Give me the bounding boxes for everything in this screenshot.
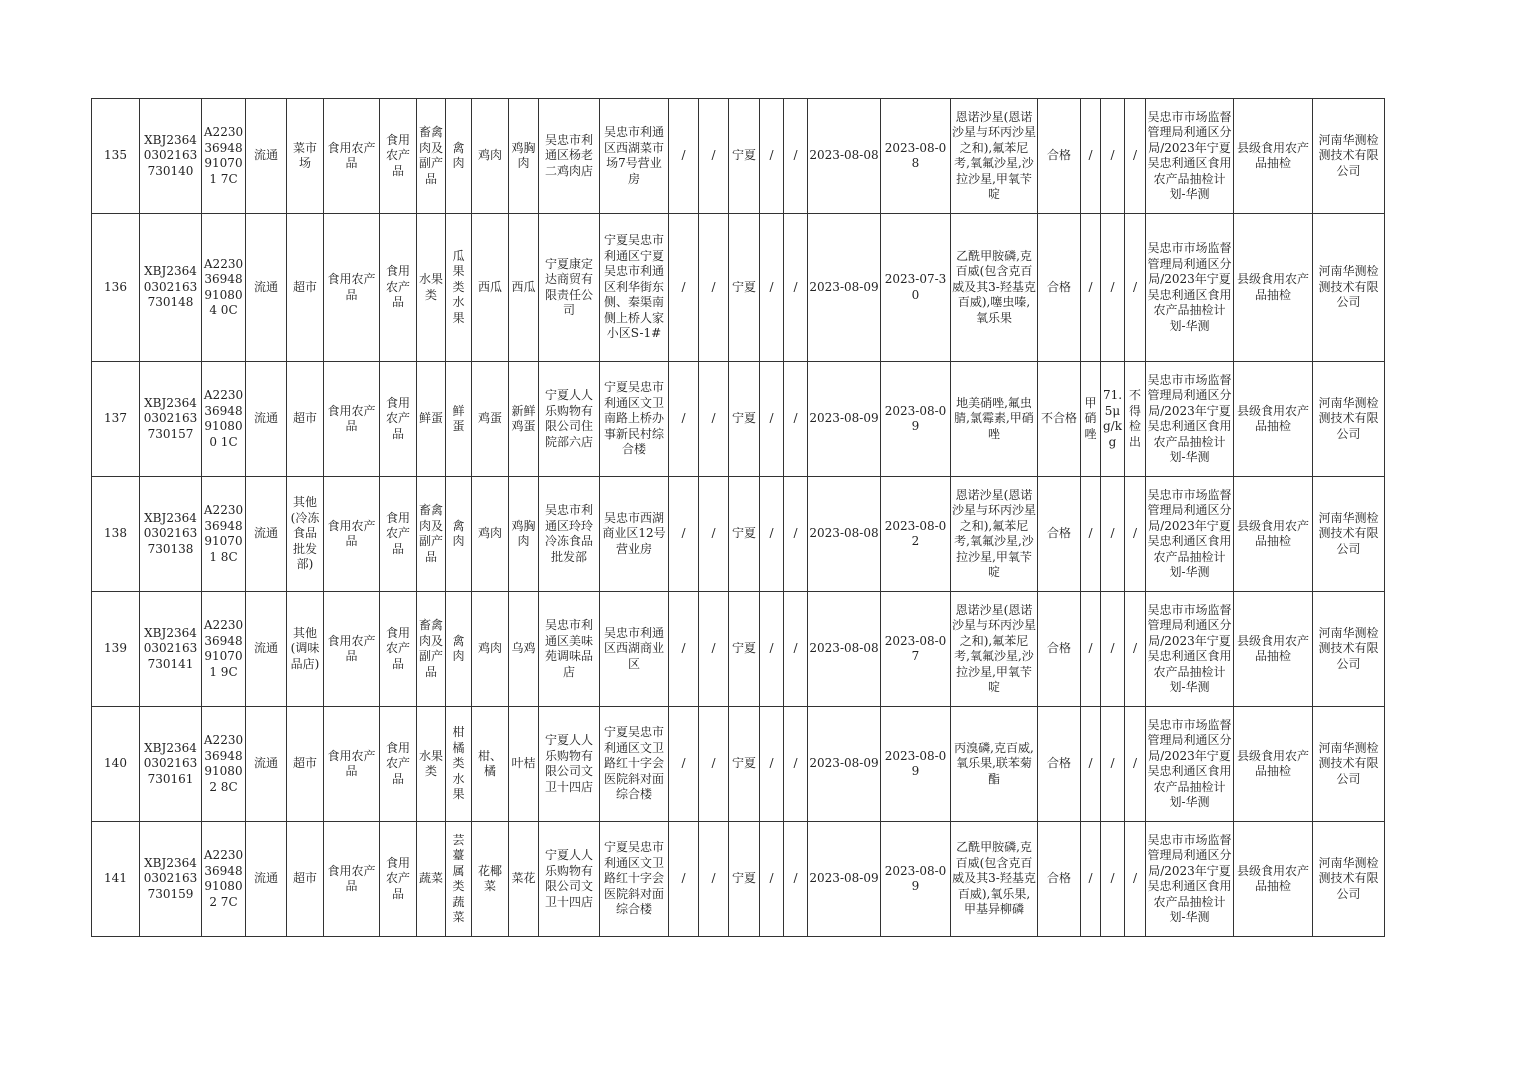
cell-link: 流通: [246, 707, 287, 822]
cell-province: 宁夏: [729, 477, 760, 592]
cell-date2: 2023-07-30: [881, 214, 951, 362]
cell-link: 流通: [246, 592, 287, 707]
cell-f2: /: [699, 822, 729, 937]
cell-task-src: 县级食用农产品抽检: [1234, 592, 1313, 707]
cell-cat5: 西瓜: [472, 214, 509, 362]
cell-f2: /: [699, 214, 729, 362]
cell-address: 吴忠市西湖商业区12号营业房: [600, 477, 669, 592]
cell-f1: /: [669, 99, 699, 214]
cell-task-src: 县级食用农产品抽检: [1234, 477, 1313, 592]
cell-date2: 2023-08-09: [881, 362, 951, 477]
cell-cat3: 水果类: [417, 214, 446, 362]
cell-cat4: 柑橘类水果: [446, 707, 472, 822]
cell-bad-item: /: [1081, 707, 1101, 822]
cell-standard: /: [1125, 592, 1146, 707]
cell-cat3: 鲜蛋: [417, 362, 446, 477]
cell-f3: /: [760, 822, 784, 937]
cell-cat4: 鲜蛋: [446, 362, 472, 477]
cell-lab: 河南华测检测技术有限公司: [1313, 214, 1385, 362]
cell-value: /: [1101, 592, 1125, 707]
cell-seller: 宁夏人人乐购物有限公司住院部六店: [539, 362, 600, 477]
cell-seller: 宁夏人人乐购物有限公司文卫十四店: [539, 822, 600, 937]
cell-no: 139: [92, 592, 140, 707]
cell-value: 71.5μg/kg: [1101, 362, 1125, 477]
cell-announcer: 吴忠市市场监督管理局利通区分局/2023年宁夏吴忠利通区食用农产品抽检计划-华测: [1146, 822, 1234, 937]
cell-task-src: 县级食用农产品抽检: [1234, 214, 1313, 362]
table-row: [92, 214, 1385, 362]
cell-cat4: 禽肉: [446, 592, 472, 707]
cell-f3: /: [760, 477, 784, 592]
cell-task-no: A223036948910802 7C: [202, 822, 246, 937]
cell-task-no: A223036948910701 9C: [202, 592, 246, 707]
cell-result: 不合格: [1038, 362, 1081, 477]
cell-items: 地美硝唑,氟虫腈,氯霉素,甲硝唑: [951, 362, 1038, 477]
cell-cat2: 食用农产品: [380, 592, 417, 707]
table-row: [92, 477, 1385, 592]
table-row: [92, 362, 1385, 477]
cell-lab: 河南华测检测技术有限公司: [1313, 477, 1385, 592]
cell-seller: 吴忠市利通区玲玲冷冻食品批发部: [539, 477, 600, 592]
cell-sample-no: XBJ23640302163730141: [140, 592, 202, 707]
cell-no: 137: [92, 362, 140, 477]
cell-cat1: 食用农产品: [324, 707, 380, 822]
cell-cat3: 畜禽肉及副产品: [417, 477, 446, 592]
cell-f3: /: [760, 214, 784, 362]
cell-result: 合格: [1038, 822, 1081, 937]
cell-f2: /: [699, 707, 729, 822]
table-row: [92, 822, 1385, 937]
cell-standard: /: [1125, 477, 1146, 592]
cell-lab: 河南华测检测技术有限公司: [1313, 592, 1385, 707]
cell-value: /: [1101, 99, 1125, 214]
cell-date2: 2023-08-09: [881, 822, 951, 937]
cell-f3: /: [760, 362, 784, 477]
cell-sample-no: XBJ23640302163730161: [140, 707, 202, 822]
cell-seller: 吴忠市利通区美味苑调味品店: [539, 592, 600, 707]
cell-f4: /: [784, 99, 808, 214]
cell-f1: /: [669, 362, 699, 477]
cell-cat2: 食用农产品: [380, 477, 417, 592]
cell-no: 140: [92, 707, 140, 822]
cell-food-name: 叶桔: [509, 707, 539, 822]
cell-cat1: 食用农产品: [324, 99, 380, 214]
cell-cat1: 食用农产品: [324, 214, 380, 362]
cell-address: 吴忠市利通区西湖菜市场7号营业房: [600, 99, 669, 214]
cell-venue: 超市: [287, 707, 324, 822]
cell-items: 丙溴磷,克百威,氧乐果,联苯菊酯: [951, 707, 1038, 822]
cell-cat4: 芸薹属类蔬菜: [446, 822, 472, 937]
cell-standard: 不得检出: [1125, 362, 1146, 477]
cell-task-no: A223036948910802 8C: [202, 707, 246, 822]
cell-cat3: 蔬菜: [417, 822, 446, 937]
cell-cat5: 鸡肉: [472, 477, 509, 592]
cell-items: 恩诺沙星(恩诺沙星与环丙沙星之和),氟苯尼考,氧氟沙星,沙拉沙星,甲氧苄啶: [951, 477, 1038, 592]
table-row: [92, 99, 1385, 214]
cell-lab: 河南华测检测技术有限公司: [1313, 707, 1385, 822]
cell-value: /: [1101, 214, 1125, 362]
cell-bad-item: /: [1081, 477, 1101, 592]
cell-task-src: 县级食用农产品抽检: [1234, 707, 1313, 822]
cell-cat1: 食用农产品: [324, 822, 380, 937]
cell-food-name: 菜花: [509, 822, 539, 937]
cell-link: 流通: [246, 477, 287, 592]
cell-address: 宁夏吴忠市利通区文卫路红十字会医院斜对面综合楼: [600, 822, 669, 937]
cell-sample-no: XBJ23640302163730148: [140, 214, 202, 362]
cell-province: 宁夏: [729, 592, 760, 707]
cell-lab: 河南华测检测技术有限公司: [1313, 99, 1385, 214]
cell-venue: 超市: [287, 822, 324, 937]
cell-result: 合格: [1038, 99, 1081, 214]
inspection-results-table: [91, 98, 1385, 937]
cell-venue: 其他(调味品店): [287, 592, 324, 707]
cell-bad-item: /: [1081, 822, 1101, 937]
cell-province: 宁夏: [729, 707, 760, 822]
cell-items: 恩诺沙星(恩诺沙星与环丙沙星之和),氟苯尼考,氧氟沙星,沙拉沙星,甲氧苄啶: [951, 99, 1038, 214]
cell-cat5: 鸡肉: [472, 99, 509, 214]
cell-date1: 2023-08-09: [808, 822, 881, 937]
cell-province: 宁夏: [729, 99, 760, 214]
cell-announcer: 吴忠市市场监督管理局利通区分局/2023年宁夏吴忠利通区食用农产品抽检计划-华测: [1146, 592, 1234, 707]
cell-cat2: 食用农产品: [380, 99, 417, 214]
cell-cat4: 瓜果类水果: [446, 214, 472, 362]
cell-cat3: 畜禽肉及副产品: [417, 99, 446, 214]
cell-no: 136: [92, 214, 140, 362]
cell-address: 宁夏吴忠市利通区文卫路红十字会医院斜对面综合楼: [600, 707, 669, 822]
cell-items: 乙酰甲胺磷,克百威(包含克百威及其3-羟基克百威),氧乐果,甲基异柳磷: [951, 822, 1038, 937]
cell-cat5: 花椰菜: [472, 822, 509, 937]
cell-f2: /: [699, 477, 729, 592]
cell-address: 宁夏吴忠市利通区文卫南路上桥办事新民村综合楼: [600, 362, 669, 477]
cell-date1: 2023-08-09: [808, 214, 881, 362]
cell-f1: /: [669, 214, 699, 362]
cell-date1: 2023-08-09: [808, 707, 881, 822]
cell-link: 流通: [246, 214, 287, 362]
cell-province: 宁夏: [729, 362, 760, 477]
cell-cat3: 畜禽肉及副产品: [417, 592, 446, 707]
cell-sample-no: XBJ23640302163730159: [140, 822, 202, 937]
cell-value: /: [1101, 707, 1125, 822]
cell-lab: 河南华测检测技术有限公司: [1313, 362, 1385, 477]
cell-cat4: 禽肉: [446, 477, 472, 592]
cell-standard: /: [1125, 707, 1146, 822]
cell-sample-no: XBJ23640302163730140: [140, 99, 202, 214]
cell-bad-item: 甲硝唑: [1081, 362, 1101, 477]
cell-date2: 2023-08-08: [881, 99, 951, 214]
cell-seller: 宁夏康定达商贸有限责任公司: [539, 214, 600, 362]
cell-announcer: 吴忠市市场监督管理局利通区分局/2023年宁夏吴忠利通区食用农产品抽检计划-华测: [1146, 214, 1234, 362]
cell-f4: /: [784, 477, 808, 592]
cell-f4: /: [784, 822, 808, 937]
cell-sample-no: XBJ23640302163730138: [140, 477, 202, 592]
cell-f4: /: [784, 592, 808, 707]
cell-result: 合格: [1038, 707, 1081, 822]
cell-f2: /: [699, 362, 729, 477]
cell-food-name: 西瓜: [509, 214, 539, 362]
cell-seller: 宁夏人人乐购物有限公司文卫十四店: [539, 707, 600, 822]
cell-cat1: 食用农产品: [324, 477, 380, 592]
cell-task-src: 县级食用农产品抽检: [1234, 822, 1313, 937]
cell-lab: 河南华测检测技术有限公司: [1313, 822, 1385, 937]
cell-province: 宁夏: [729, 822, 760, 937]
cell-date1: 2023-08-08: [808, 477, 881, 592]
cell-task-no: A223036948910701 8C: [202, 477, 246, 592]
cell-link: 流通: [246, 99, 287, 214]
cell-f2: /: [699, 99, 729, 214]
cell-cat2: 食用农产品: [380, 707, 417, 822]
cell-address: 宁夏吴忠市利通区宁夏吴忠市利通区利华街东侧、秦渠南侧上桥人家小区S-1#: [600, 214, 669, 362]
cell-food-name: 乌鸡: [509, 592, 539, 707]
cell-f1: /: [669, 592, 699, 707]
cell-cat1: 食用农产品: [324, 592, 380, 707]
cell-f1: /: [669, 707, 699, 822]
cell-task-src: 县级食用农产品抽检: [1234, 362, 1313, 477]
cell-cat3: 水果类: [417, 707, 446, 822]
cell-announcer: 吴忠市市场监督管理局利通区分局/2023年宁夏吴忠利通区食用农产品抽检计划-华测: [1146, 99, 1234, 214]
cell-cat5: 柑、橘: [472, 707, 509, 822]
cell-task-no: A223036948910800 1C: [202, 362, 246, 477]
cell-venue: 其他(冷冻食品批发部): [287, 477, 324, 592]
table-body: [92, 99, 1385, 937]
cell-result: 合格: [1038, 477, 1081, 592]
cell-address: 吴忠市利通区西湖商业区: [600, 592, 669, 707]
cell-province: 宁夏: [729, 214, 760, 362]
cell-food-name: 鸡胸肉: [509, 477, 539, 592]
cell-venue: 菜市场: [287, 99, 324, 214]
cell-announcer: 吴忠市市场监督管理局利通区分局/2023年宁夏吴忠利通区食用农产品抽检计划-华测: [1146, 477, 1234, 592]
cell-date1: 2023-08-09: [808, 362, 881, 477]
cell-f2: /: [699, 592, 729, 707]
table-row: [92, 707, 1385, 822]
cell-f4: /: [784, 362, 808, 477]
cell-task-no: A223036948910804 0C: [202, 214, 246, 362]
cell-bad-item: /: [1081, 592, 1101, 707]
cell-sample-no: XBJ23640302163730157: [140, 362, 202, 477]
cell-items: 恩诺沙星(恩诺沙星与环丙沙星之和),氟苯尼考,氧氟沙星,沙拉沙星,甲氧苄啶: [951, 592, 1038, 707]
cell-venue: 超市: [287, 362, 324, 477]
cell-bad-item: /: [1081, 99, 1101, 214]
cell-cat5: 鸡肉: [472, 592, 509, 707]
cell-f3: /: [760, 99, 784, 214]
cell-cat4: 禽肉: [446, 99, 472, 214]
cell-bad-item: /: [1081, 214, 1101, 362]
cell-task-src: 县级食用农产品抽检: [1234, 99, 1313, 214]
cell-f3: /: [760, 707, 784, 822]
cell-date2: 2023-08-09: [881, 707, 951, 822]
cell-task-no: A223036948910701 7C: [202, 99, 246, 214]
cell-result: 合格: [1038, 214, 1081, 362]
cell-no: 141: [92, 822, 140, 937]
cell-seller: 吴忠市利通区杨老二鸡肉店: [539, 99, 600, 214]
cell-standard: /: [1125, 99, 1146, 214]
cell-cat5: 鸡蛋: [472, 362, 509, 477]
cell-items: 乙酰甲胺磷,克百威(包含克百威及其3-羟基克百威),噻虫嗪,氧乐果: [951, 214, 1038, 362]
cell-link: 流通: [246, 362, 287, 477]
cell-cat2: 食用农产品: [380, 214, 417, 362]
cell-value: /: [1101, 822, 1125, 937]
cell-cat1: 食用农产品: [324, 362, 380, 477]
cell-f1: /: [669, 822, 699, 937]
cell-value: /: [1101, 477, 1125, 592]
cell-standard: /: [1125, 214, 1146, 362]
cell-announcer: 吴忠市市场监督管理局利通区分局/2023年宁夏吴忠利通区食用农产品抽检计划-华测: [1146, 707, 1234, 822]
cell-link: 流通: [246, 822, 287, 937]
cell-food-name: 新鲜鸡蛋: [509, 362, 539, 477]
cell-f3: /: [760, 592, 784, 707]
cell-no: 138: [92, 477, 140, 592]
cell-standard: /: [1125, 822, 1146, 937]
cell-date2: 2023-08-02: [881, 477, 951, 592]
cell-f4: /: [784, 214, 808, 362]
cell-date2: 2023-08-07: [881, 592, 951, 707]
cell-no: 135: [92, 99, 140, 214]
cell-cat2: 食用农产品: [380, 362, 417, 477]
cell-food-name: 鸡胸肉: [509, 99, 539, 214]
cell-date1: 2023-08-08: [808, 99, 881, 214]
table-row: [92, 592, 1385, 707]
cell-date1: 2023-08-08: [808, 592, 881, 707]
cell-cat2: 食用农产品: [380, 822, 417, 937]
cell-announcer: 吴忠市市场监督管理局利通区分局/2023年宁夏吴忠利通区食用农产品抽检计划-华测: [1146, 362, 1234, 477]
cell-result: 合格: [1038, 592, 1081, 707]
cell-venue: 超市: [287, 214, 324, 362]
cell-f1: /: [669, 477, 699, 592]
cell-f4: /: [784, 707, 808, 822]
